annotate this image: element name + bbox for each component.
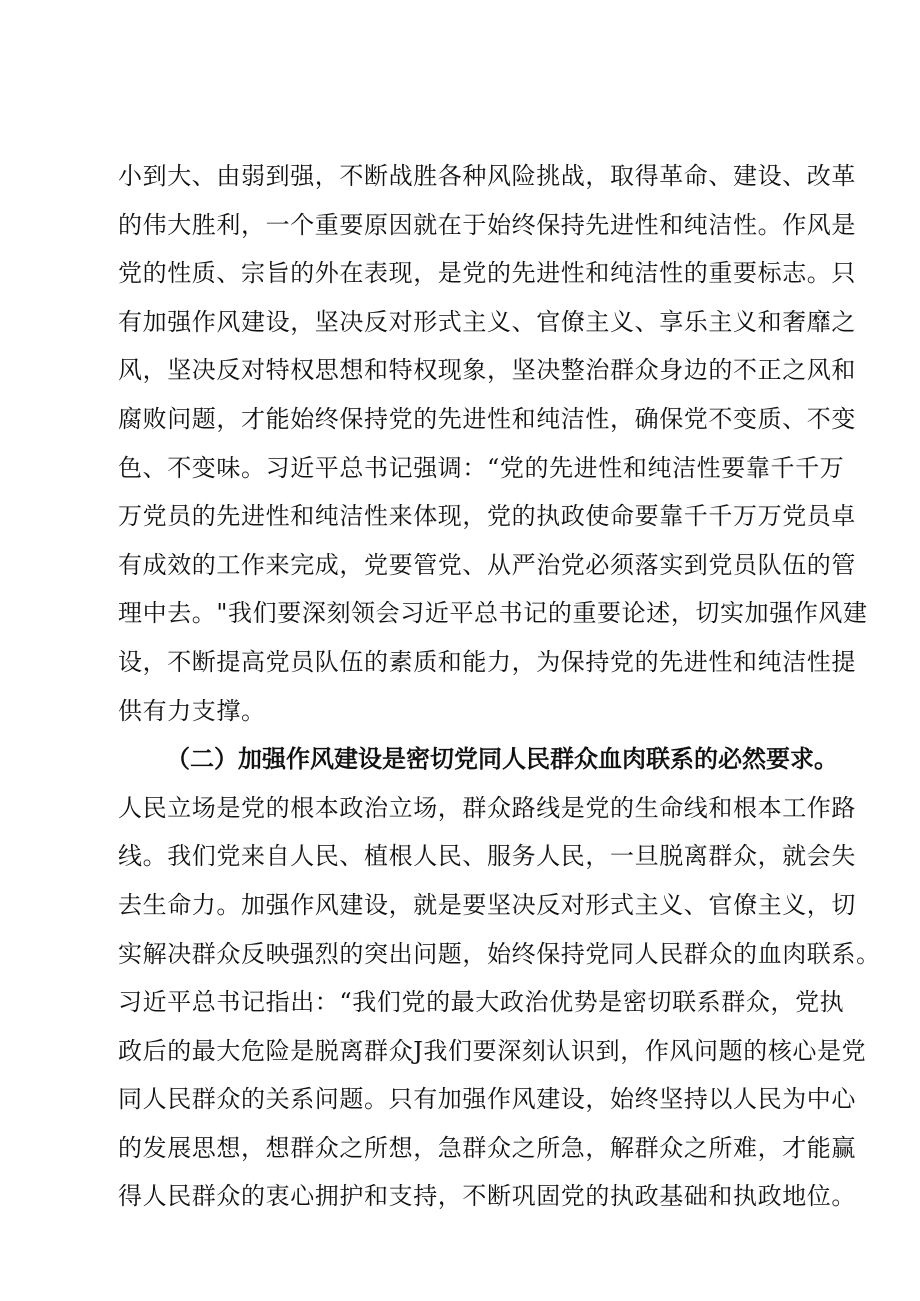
paragraph-line: 风，坚决反对特权思想和特权现象，坚决整治群众身边的不正之风和 (118, 356, 856, 385)
paragraph-line: 设，不断提高党员队伍的素质和能力，为保持党的先进性和纯洁性提 (118, 647, 856, 676)
paragraph-line: 党的性质、宗旨的外在表现，是党的先进性和纯洁性的重要标志。只 (118, 259, 856, 288)
paragraph-line: 实解决群众反映强烈的突出问题，始终保持党同人民群众的血肉联系。 (118, 939, 881, 968)
paragraph-line: 的伟大胜利，一个重要原因就在于始终保持先进性和纯洁性。作风是 (118, 210, 856, 239)
paragraph-line: 线。我们党来自人民、植根人民、服务人民，一旦脱离群众，就会失 (118, 842, 856, 871)
section-heading: （二）加强作风建设是密切党同人民群众血肉联系的必然要求。 (166, 745, 838, 774)
paragraph-line: 的发展思想，想群众之所想，急群众之所急，解群众之所难，才能赢 (118, 1133, 856, 1162)
paragraph-line: 腐败问题，才能始终保持党的先进性和纯洁性，确保党不变质、不变 (118, 404, 856, 433)
paragraph-line: 人民立场是党的根本政治立场，群众路线是党的生命线和根本工作路 (118, 793, 856, 822)
paragraph-1 (118, 152, 868, 735)
paragraph-line: 有加强作风建设，坚决反对形式主义、官僚主义、享乐主义和奢靡之 (118, 307, 856, 336)
paragraph-2 (118, 784, 881, 1221)
paragraph-line: 同人民群众的关系问题。只有加强作风建设，始终坚持以人民为中心 (118, 1085, 856, 1114)
paragraph-line: 色、不变味。习近平总书记强调：“党的先进性和纯洁性要靠千千万 (118, 453, 845, 482)
paragraph-line: 去生命力。加强作风建设，就是要坚决反对形式主义、官僚主义，切 (118, 890, 856, 919)
paragraph-line: 政后的最大危险是脱离群众J我们要深刻认识到，作风问题的核心是党 (118, 1036, 867, 1065)
paragraph-line: 供有力支撑。 (118, 696, 266, 725)
paragraph-line: 得人民群众的衷心拥护和支持，不断巩固党的执政基础和执政地位。 (118, 1182, 856, 1211)
paragraph-line: 小到大、由弱到强，不断战胜各种风险挑战，取得革命、建设、改革 (118, 162, 856, 190)
paragraph-line: 有成效的工作来完成，党要管党、从严治党必须落实到党员队伍的管 (118, 550, 856, 579)
paragraph-line: 万党员的先进性和纯洁性来体现，党的执政使命要靠千千万万党员卓 (118, 502, 856, 531)
paragraph-line: 理中去。"我们要深刻领会习近平总书记的重要论述，切实加强作风建 (118, 599, 868, 628)
document-body (118, 152, 881, 1221)
paragraph-line: 习近平总书记指出：“我们党的最大政治优势是密切联系群众，党执 (118, 988, 845, 1017)
